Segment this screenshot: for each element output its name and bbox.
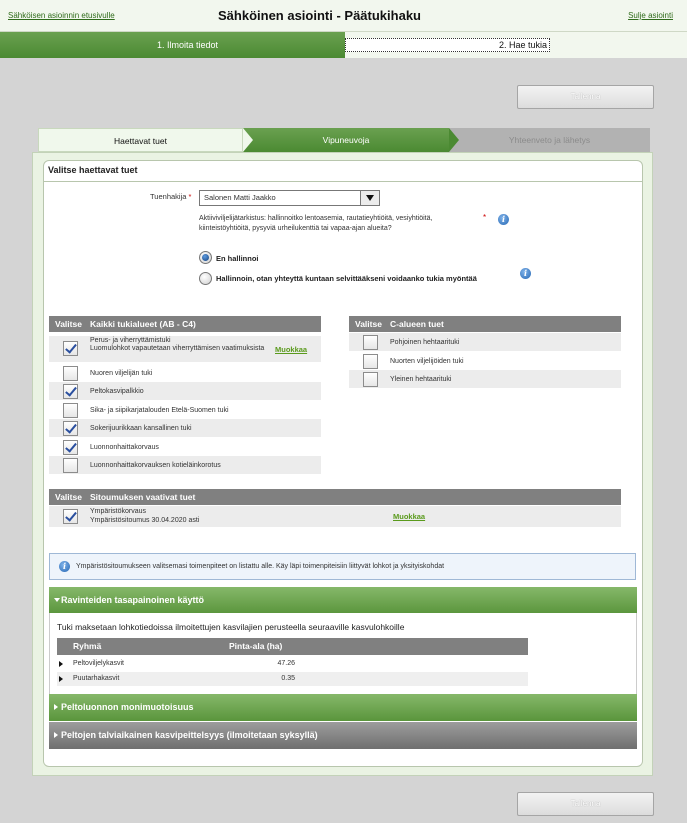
checkbox[interactable] [63, 403, 78, 418]
accordion-title: Ravinteiden tasapainoinen käyttö [61, 595, 205, 605]
checkbox[interactable] [63, 458, 78, 473]
row-label: Nuoren viljelijän tuki [90, 370, 153, 377]
checkbox[interactable] [363, 354, 378, 369]
col-pinta-ala: Pinta-ala (ha) [229, 641, 283, 651]
checkbox[interactable] [63, 384, 78, 399]
page-title: Sähköinen asiointi - Päätukihaku [218, 8, 421, 23]
col-select: Valitse [55, 319, 82, 329]
row-label: Sokerijuurikkaan kansallinen tuki [90, 425, 192, 432]
checkbox[interactable] [63, 509, 78, 524]
radio-hallinnoin-label: Hallinnoin, otan yhteyttä kuntaan selvittääkseni voidaanko tukia myöntää [216, 274, 477, 283]
group-area: 47.26 [277, 660, 295, 667]
accordion-talviaikainen[interactable] [49, 722, 637, 749]
table-row[interactable] [57, 657, 528, 671]
home-link[interactable]: Sähköisen asioinnin etusivulle [8, 11, 115, 20]
form-title: Valitse haettavat tuet [48, 165, 138, 175]
group-table-header [57, 638, 528, 655]
row-label: Peltokasvipalkkio [90, 388, 144, 395]
col-title: C-alueen tuet [390, 319, 444, 329]
required-mark: * [483, 213, 487, 222]
radio-en-hallinnoi-label: En hallinnoi [216, 254, 259, 263]
active-farmer-question: Aktiiviviljelijätarkistus: hallinnoitko lentoasemia, rautatieyhtiöitä, vesiyhtiöitä, kiinteistöyhtiöitä, pysyviä urheilukenttiä tai vapaa-ajan alueita? [199, 215, 433, 232]
table-row [49, 506, 621, 527]
caret-right-icon[interactable] [59, 661, 63, 667]
accordion-description: Tuki maksetaan lohkotiedoissa ilmoitettujen kasvilajien perusteella seuraaville kasvulohkoille [57, 622, 405, 632]
step-hae-tukia[interactable]: 2. Hae tukia [345, 38, 550, 52]
row-label: Luonnonhaittakorvaus [90, 444, 159, 451]
table-row[interactable] [57, 672, 528, 686]
caret-right-icon [54, 704, 58, 710]
info-icon[interactable]: i [520, 268, 531, 279]
step-ilmoita-tiedot[interactable]: 1. Ilmoita tiedot [0, 32, 345, 58]
table-row [349, 352, 621, 370]
row-label: Luonnonhaittakorvauksen kotieläinkorotus [90, 462, 221, 469]
col-ryhma: Ryhmä [73, 641, 102, 651]
tab-vipuneuvoja[interactable]: Vipuneuvoja [243, 128, 449, 152]
checkbox[interactable] [63, 440, 78, 455]
accordion-ravinteiden[interactable] [49, 587, 637, 614]
tab-haettavat-tuet[interactable]: Haettavat tuet [38, 128, 243, 152]
col-title: Kaikki tukialueet (AB - C4) [90, 319, 196, 329]
edit-link[interactable]: Muokkaa [393, 512, 426, 521]
save-button-bottom[interactable]: Tallenna [517, 792, 654, 816]
table-row [49, 336, 321, 362]
table-row [49, 401, 321, 419]
tab-arrow [449, 128, 459, 152]
table-row [49, 364, 321, 382]
table-row [349, 333, 621, 351]
col-title: Sitoumuksen vaativat tuet [90, 492, 196, 502]
row-label: Yleinen hehtaarituki [390, 376, 452, 383]
caret-down-icon [54, 598, 60, 602]
close-session-link[interactable]: Sulje asiointi [628, 11, 673, 20]
checkbox[interactable] [63, 421, 78, 436]
caret-right-icon [54, 732, 58, 738]
save-button-top[interactable]: Tallenna [517, 85, 654, 109]
divider [43, 181, 643, 182]
row-label: Perus- ja viherryttämistuki [90, 337, 171, 344]
table-commit-header [49, 489, 621, 505]
table-row [49, 438, 321, 456]
row-sublabel: Ympäristösitoumus 30.04.2020 asti [90, 517, 200, 524]
info-icon: i [59, 561, 70, 572]
applicant-select[interactable] [199, 190, 380, 206]
group-name: Puutarhakasvit [73, 675, 120, 682]
row-sublabel: Luomulohkot vapautetaan viherryttämisen vaatimuksista [90, 345, 265, 352]
notice-text: Ympäristösitoumukseen valitsemasi toimenpiteet on listattu alle. Käy läpi toimenpiteisiin liittyvät lohkot ja yksityiskohdat [76, 563, 445, 570]
row-label: Sika- ja siipikarjatalouden Etelä-Suomen tuki [90, 407, 229, 414]
table-row [49, 456, 321, 474]
tab-arrow [243, 128, 253, 152]
top-header [0, 0, 687, 32]
checkbox[interactable] [363, 372, 378, 387]
row-label: Nuorten viljelijöiden tuki [390, 358, 464, 365]
applicant-value: Salonen Matti Jaakko [204, 193, 276, 202]
wizard-tabs [38, 128, 650, 152]
group-name: Peltoviljelykasvit [73, 660, 124, 667]
checkbox[interactable] [363, 335, 378, 350]
accordion-title: Peltojen talviaikainen kasvipeittelsyys (ilmoitetaan syksyllä) [61, 730, 318, 740]
table-row [49, 419, 321, 437]
table-c-header [349, 316, 621, 332]
accordion-peltoluonnon[interactable] [49, 694, 637, 721]
radio-en-hallinnoi[interactable] [199, 251, 212, 264]
table-row [349, 370, 621, 388]
edit-link[interactable]: Muokkaa [275, 345, 308, 354]
info-icon[interactable]: i [498, 214, 509, 225]
applicant-label: Tuenhakija * [150, 192, 192, 201]
row-label: Ympäristökorvaus [90, 508, 147, 515]
table-all-header [49, 316, 321, 332]
tab-yhteenveto[interactable]: Yhteenveto ja lähetys [449, 128, 650, 152]
caret-right-icon[interactable] [59, 676, 63, 682]
checkbox[interactable] [63, 366, 78, 381]
radio-hallinnoin[interactable] [199, 272, 212, 285]
chevron-down-icon[interactable] [360, 191, 379, 205]
group-area: 0.35 [281, 675, 295, 682]
accordion-title: Peltoluonnon monimuotoisuus [61, 702, 194, 712]
info-notice [49, 553, 636, 580]
col-select: Valitse [55, 492, 82, 502]
table-row [49, 382, 321, 400]
row-label: Pohjoinen hehtaarituki [390, 339, 460, 346]
col-select: Valitse [355, 319, 382, 329]
progress-steps [0, 32, 687, 58]
checkbox[interactable] [63, 341, 78, 356]
